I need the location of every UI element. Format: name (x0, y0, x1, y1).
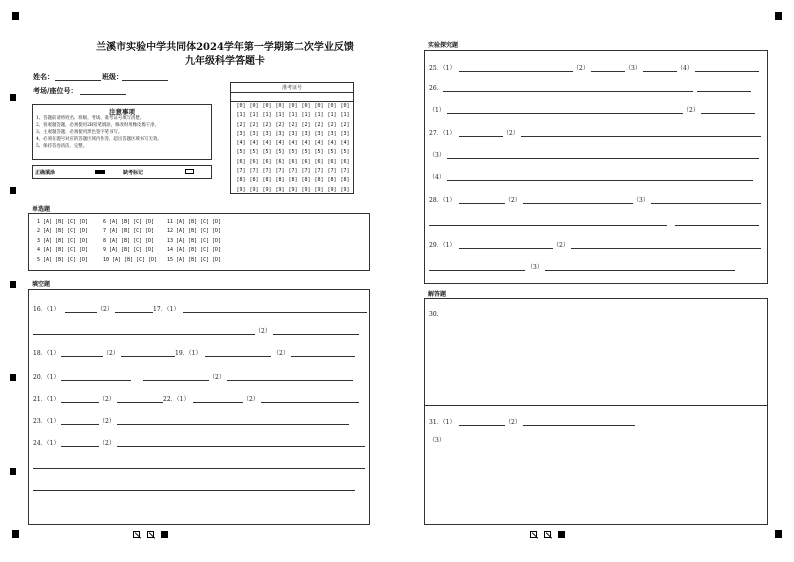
exam-id-digit[interactable]: [5] (288, 149, 298, 156)
exam-id-digit[interactable]: [9] (249, 186, 259, 193)
q18-p2: （2） (103, 350, 119, 357)
exam-id-digit[interactable]: [7] (314, 168, 324, 175)
page-mark (147, 531, 154, 538)
exam-id-digit[interactable]: [6] (288, 158, 298, 165)
exam-id-column[interactable] (300, 102, 312, 195)
exam-id-digit[interactable]: [4] (275, 140, 285, 147)
mc-question[interactable]: 7 [A] [B] [C] [D] (103, 228, 155, 235)
answer-line[interactable] (117, 446, 365, 447)
exam-id-digit[interactable]: [1] (249, 112, 259, 119)
q25-p3: （3） (625, 65, 641, 72)
mc-question[interactable]: 3 [A] [B] [C] [D] (37, 237, 89, 244)
mc-question[interactable]: 10 [A] [B] [C] [D] (103, 256, 158, 263)
note-item: 2、客观题答题，必须使用2B铅笔填涂，修改时用橡皮擦干净。 (36, 123, 159, 128)
timing-mark (10, 187, 16, 194)
exam-id-digit[interactable]: [5] (275, 149, 285, 156)
exam-id-digit[interactable]: [6] (340, 158, 350, 165)
exam-id-digit[interactable]: [9] (288, 186, 298, 193)
exam-id-digit[interactable]: [3] (301, 130, 311, 137)
section-exp: 实验探究题 (428, 42, 459, 49)
q23-label: 23．（1） (33, 418, 60, 425)
q19-p2: （2） (273, 350, 289, 357)
exam-id-digit[interactable]: [5] (327, 149, 337, 156)
mc-question[interactable]: 5 [A] [B] [C] [D] (37, 256, 89, 263)
timing-mark (10, 94, 16, 101)
page-mark (161, 531, 168, 538)
exam-id-digit[interactable]: [7] (236, 168, 246, 175)
exam-id-column[interactable] (274, 102, 286, 195)
answer-line[interactable] (193, 402, 243, 403)
note-item: 1、答题前请将姓名、班级、考场、准考证号填写清楚。 (36, 116, 145, 121)
answer-line[interactable] (523, 203, 633, 204)
section-fill: 填空题 (32, 281, 51, 288)
exam-id-digit[interactable]: [4] (301, 140, 311, 147)
exam-id-digit[interactable]: [2] (340, 121, 350, 128)
mc-question[interactable]: 13 [A] [B] [C] [D] (167, 237, 222, 244)
answer-line[interactable] (33, 490, 355, 491)
exam-id-digit[interactable]: [5] (249, 149, 259, 156)
q31-label: 31．（1） (429, 419, 456, 426)
exam-id-column[interactable] (248, 102, 260, 195)
exam-id-digit[interactable]: [8] (275, 177, 285, 184)
page-title: 兰溪市实验中学共同体2024学年第一学期第二次学业反馈 (96, 42, 354, 53)
answer-line[interactable] (61, 446, 99, 447)
correct-fill-label: 正确填涂 (35, 170, 56, 176)
mc-question[interactable]: 15 [A] [B] [C] [D] (167, 256, 222, 263)
answer-line[interactable] (291, 356, 355, 357)
q25-p4: （4） (677, 65, 693, 72)
exam-id-digit[interactable]: [7] (340, 168, 350, 175)
q19-label: 19．（1） (175, 350, 202, 357)
exam-id-digit[interactable]: [8] (236, 177, 246, 184)
exam-id-digit[interactable]: [6] (327, 158, 337, 165)
page-mark (530, 531, 537, 538)
seat-label: 考场/座位号： (33, 86, 78, 95)
mc-question[interactable]: 9 [A] [B] [C] [D] (103, 247, 155, 254)
exp-box (424, 50, 768, 284)
exam-id-column[interactable] (261, 102, 273, 195)
exam-id-digit[interactable]: [1] (314, 112, 324, 119)
exam-id-digit[interactable]: [8] (288, 177, 298, 184)
q29-p2: （2） (553, 242, 569, 249)
answer-line[interactable] (651, 203, 761, 204)
answer-line[interactable] (591, 71, 625, 72)
mc-question[interactable]: 11 [A] [B] [C] [D] (167, 219, 222, 225)
timing-mark (10, 281, 16, 288)
answer-line[interactable] (65, 312, 97, 313)
answer-line[interactable] (701, 113, 755, 114)
exam-id-digit[interactable]: [7] (327, 168, 337, 175)
answer-line[interactable] (443, 91, 693, 92)
mc-question[interactable]: 8 [A] [B] [C] [D] (103, 237, 155, 244)
exam-id-digit[interactable]: [4] (314, 140, 324, 147)
q28-p2: （2） (505, 197, 521, 204)
answer-line[interactable] (33, 334, 255, 335)
exam-id-digit[interactable]: [6] (275, 158, 285, 165)
q23-p2: （2） (99, 418, 115, 425)
exam-id-digit[interactable]: [0] (327, 103, 337, 109)
q25-p2: （2） (573, 65, 589, 72)
exam-id-column[interactable] (326, 102, 338, 195)
exam-id-digit[interactable]: [1] (262, 112, 272, 119)
corner-mark (12, 530, 19, 538)
answer-line[interactable] (447, 113, 683, 114)
answer-line[interactable] (273, 334, 359, 335)
q21-p2: （2） (99, 396, 115, 403)
answer-line[interactable] (571, 248, 761, 249)
exam-id-digit[interactable]: [6] (314, 158, 324, 165)
exam-id-digit[interactable]: [7] (262, 168, 272, 175)
exam-id-digit[interactable]: [7] (288, 168, 298, 175)
exam-id-digit[interactable]: [4] (288, 140, 298, 147)
correct-fill-mark (95, 170, 105, 174)
exam-id-digit[interactable]: [8] (327, 177, 337, 184)
answer-line[interactable] (61, 424, 99, 425)
exam-id-digit[interactable]: [2] (301, 121, 311, 128)
q22-p2: （2） (243, 396, 259, 403)
exam-id-digit[interactable]: [6] (262, 158, 272, 165)
exam-id-digit[interactable]: [2] (288, 121, 298, 128)
answer-line[interactable] (117, 424, 349, 425)
note-item: 4、必须在题号对应的答题区域内作答，超出答题区域书写无效。 (36, 137, 162, 142)
exam-id-digit[interactable]: [3] (288, 130, 298, 137)
section-single: 单选题 (32, 206, 51, 213)
exam-id-digit[interactable]: [2] (236, 121, 246, 128)
exam-id-column[interactable] (287, 102, 299, 195)
exam-id-digit[interactable]: [9] (314, 186, 324, 193)
answer-line[interactable] (459, 136, 503, 137)
exam-id-digit[interactable]: [0] (236, 103, 246, 109)
answer-line[interactable] (121, 356, 175, 357)
q16-label: 16．（1） (33, 306, 60, 313)
section-answer: 解答题 (428, 291, 447, 298)
exam-id-digit[interactable]: [8] (262, 177, 272, 184)
exam-id-digit[interactable]: [8] (249, 177, 259, 184)
q27-p2: （2） (503, 130, 519, 137)
q26-p1: （1） (429, 107, 445, 114)
q20-label: 20．（1） (33, 374, 60, 381)
exam-id-digit[interactable]: [1] (288, 112, 298, 119)
q31-p3: （3） (429, 437, 445, 444)
notes-title: 注意事项 (109, 108, 135, 116)
q28-label: 28．（1） (429, 197, 456, 204)
class-field[interactable] (122, 80, 168, 81)
page-subtitle: 九年级科学答题卡 (185, 56, 265, 67)
answer-line[interactable] (521, 136, 761, 137)
q27-label: 27．（1） (429, 130, 456, 137)
mc-question[interactable]: 4 [A] [B] [C] [D] (37, 247, 89, 254)
answer-line[interactable] (697, 91, 751, 92)
q20-p2: （2） (209, 374, 225, 381)
answer-line[interactable] (545, 270, 735, 271)
exam-id-column[interactable] (339, 102, 351, 195)
absent-mark[interactable] (185, 169, 194, 174)
exam-id-digit[interactable]: [2] (275, 121, 285, 128)
single-choice-box (28, 213, 370, 271)
exam-id-label: 准考证号 (281, 85, 302, 91)
q17-p2: （2） (255, 328, 271, 335)
mc-question[interactable]: 1 [A] [B] [C] [D] (37, 219, 89, 225)
q29-label: 29．（1） (429, 242, 456, 249)
exam-id-digit[interactable]: [2] (314, 121, 324, 128)
exam-id-digit[interactable]: [3] (340, 130, 350, 137)
seat-field[interactable] (80, 94, 126, 95)
exam-id-digit[interactable]: [9] (340, 186, 350, 193)
mc-question[interactable]: 12 [A] [B] [C] [D] (167, 228, 222, 235)
exam-id-digit[interactable]: [8] (314, 177, 324, 184)
answer-line[interactable] (227, 380, 353, 381)
name-field[interactable] (55, 80, 101, 81)
exam-id-digit[interactable]: [3] (236, 130, 246, 137)
exam-id-digit[interactable]: [3] (262, 130, 272, 137)
exam-id-digit[interactable]: [3] (327, 130, 337, 137)
exam-id-digit[interactable]: [5] (301, 149, 311, 156)
exam-id-digit[interactable]: [3] (275, 130, 285, 137)
exam-id-digit[interactable]: [2] (262, 121, 272, 128)
timing-mark (10, 374, 16, 381)
q25-label: 25．（1） (429, 65, 456, 72)
page-mark (544, 531, 551, 538)
q27-p3: （3） (429, 152, 445, 159)
exam-id-digit[interactable]: [5] (340, 149, 350, 156)
exam-id-digit[interactable]: [6] (236, 158, 246, 165)
answer-line[interactable] (643, 71, 677, 72)
notes-box (32, 104, 212, 160)
exam-id-digit[interactable]: [4] (262, 140, 272, 147)
exam-id-digit[interactable]: [9] (327, 186, 337, 193)
exam-id-digit[interactable]: [1] (327, 112, 337, 119)
exam-id-digit[interactable]: [8] (340, 177, 350, 184)
q21-label: 21．（1） (33, 396, 60, 403)
answer-line[interactable] (143, 380, 209, 381)
exam-id-digit[interactable]: [5] (262, 149, 272, 156)
exam-id-digit[interactable]: [0] (314, 103, 324, 109)
exam-id-digit[interactable]: [1] (301, 112, 311, 119)
exam-id-digit[interactable]: [4] (327, 140, 337, 147)
timing-mark (10, 468, 16, 475)
answer-line[interactable] (429, 270, 525, 271)
answer-line[interactable] (447, 180, 753, 181)
answer-line[interactable] (459, 425, 505, 426)
answer-line[interactable] (61, 380, 131, 381)
mc-question[interactable]: 2 [A] [B] [C] [D] (37, 228, 89, 235)
answer-line[interactable] (205, 356, 271, 357)
exam-id-digit[interactable]: [4] (236, 140, 246, 147)
q17-label: 17．（1） (153, 306, 180, 313)
answer-line[interactable] (675, 225, 759, 226)
exam-id-box (230, 82, 354, 194)
answer-line[interactable] (447, 158, 759, 159)
exam-id-digit[interactable]: [0] (340, 103, 350, 109)
q26-p2: （2） (683, 107, 699, 114)
note-item: 3、主观题答题，必须使用黑色签字笔书写。 (36, 130, 123, 135)
answer-line[interactable] (183, 312, 367, 313)
exam-id-column[interactable] (235, 102, 247, 195)
q31-p2: （2） (505, 419, 521, 426)
exam-id-digit[interactable]: [0] (262, 103, 272, 109)
exam-id-digit[interactable]: [2] (249, 121, 259, 128)
exam-id-digit[interactable]: [7] (275, 168, 285, 175)
answer-line[interactable] (429, 225, 667, 226)
q29-p3: （3） (527, 264, 543, 271)
note-item: 5、保持答卷清洁、完整。 (36, 144, 88, 149)
exam-id-digit[interactable]: [0] (301, 103, 311, 109)
exam-id-digit[interactable]: [8] (301, 177, 311, 184)
answer-line[interactable] (61, 402, 99, 403)
q18-label: 18．（1） (33, 350, 60, 357)
exam-id-digit[interactable]: [1] (236, 112, 246, 119)
exam-id-digit[interactable]: [9] (262, 186, 272, 193)
q30-area[interactable] (425, 405, 767, 406)
exam-id-digit[interactable]: [7] (301, 168, 311, 175)
exam-id-digit[interactable]: [5] (314, 149, 324, 156)
exam-id-digit[interactable]: [6] (249, 158, 259, 165)
q27-p4: （4） (429, 174, 445, 181)
corner-mark (775, 530, 782, 538)
exam-id-digit[interactable]: [1] (275, 112, 285, 119)
class-label: 班级： (102, 72, 123, 81)
q28-p3: （3） (633, 197, 649, 204)
fill-box (28, 289, 370, 525)
exam-id-digit[interactable]: [1] (340, 112, 350, 119)
answer-line[interactable] (33, 468, 365, 469)
q22-label: 22．（1） (163, 396, 190, 403)
exam-id-digit[interactable]: [7] (249, 168, 259, 175)
absent-label: 缺考标记 (123, 170, 144, 176)
exam-id-digit[interactable]: [9] (301, 186, 311, 193)
answer-line[interactable] (459, 203, 505, 204)
answer-line[interactable] (115, 312, 153, 313)
answer-line[interactable] (459, 71, 573, 72)
exam-id-digit[interactable]: [3] (314, 130, 324, 137)
page-mark (558, 531, 565, 538)
q26-label: 26． (429, 85, 443, 92)
corner-mark (12, 12, 19, 20)
exam-id-digit[interactable]: [5] (236, 149, 246, 156)
exam-id-digit[interactable]: [0] (275, 103, 285, 109)
exam-id-digit[interactable]: [0] (288, 103, 298, 109)
exam-id-digit[interactable]: [6] (301, 158, 311, 165)
mc-question[interactable]: 6 [A] [B] [C] [D] (103, 219, 155, 225)
exam-id-digit[interactable]: [4] (340, 140, 350, 147)
fill-example (32, 165, 212, 179)
exam-id-digit[interactable]: [9] (236, 186, 246, 193)
name-label: 姓名： (33, 72, 54, 81)
mc-question[interactable]: 14 [A] [B] [C] [D] (167, 247, 222, 254)
exam-id-digit[interactable]: [0] (249, 103, 259, 109)
q16-p2: （2） (97, 306, 113, 313)
exam-id-digit[interactable]: [9] (275, 186, 285, 193)
exam-id-digit[interactable]: [2] (327, 121, 337, 128)
answer-line[interactable] (261, 402, 359, 403)
page-mark (133, 531, 140, 538)
exam-id-digit[interactable]: [4] (249, 140, 259, 147)
answer-line[interactable] (61, 356, 103, 357)
answer-line[interactable] (695, 71, 759, 72)
answer-box (424, 298, 768, 525)
exam-id-digit[interactable]: [3] (249, 130, 259, 137)
q24-label: 24．（1） (33, 440, 60, 447)
q30-label: 30. (429, 311, 439, 318)
q24-p2: （2） (99, 440, 115, 447)
corner-mark (775, 12, 782, 20)
exam-id-column[interactable] (313, 102, 325, 195)
answer-line[interactable] (459, 248, 553, 249)
answer-line[interactable] (523, 425, 635, 426)
answer-line[interactable] (117, 402, 163, 403)
